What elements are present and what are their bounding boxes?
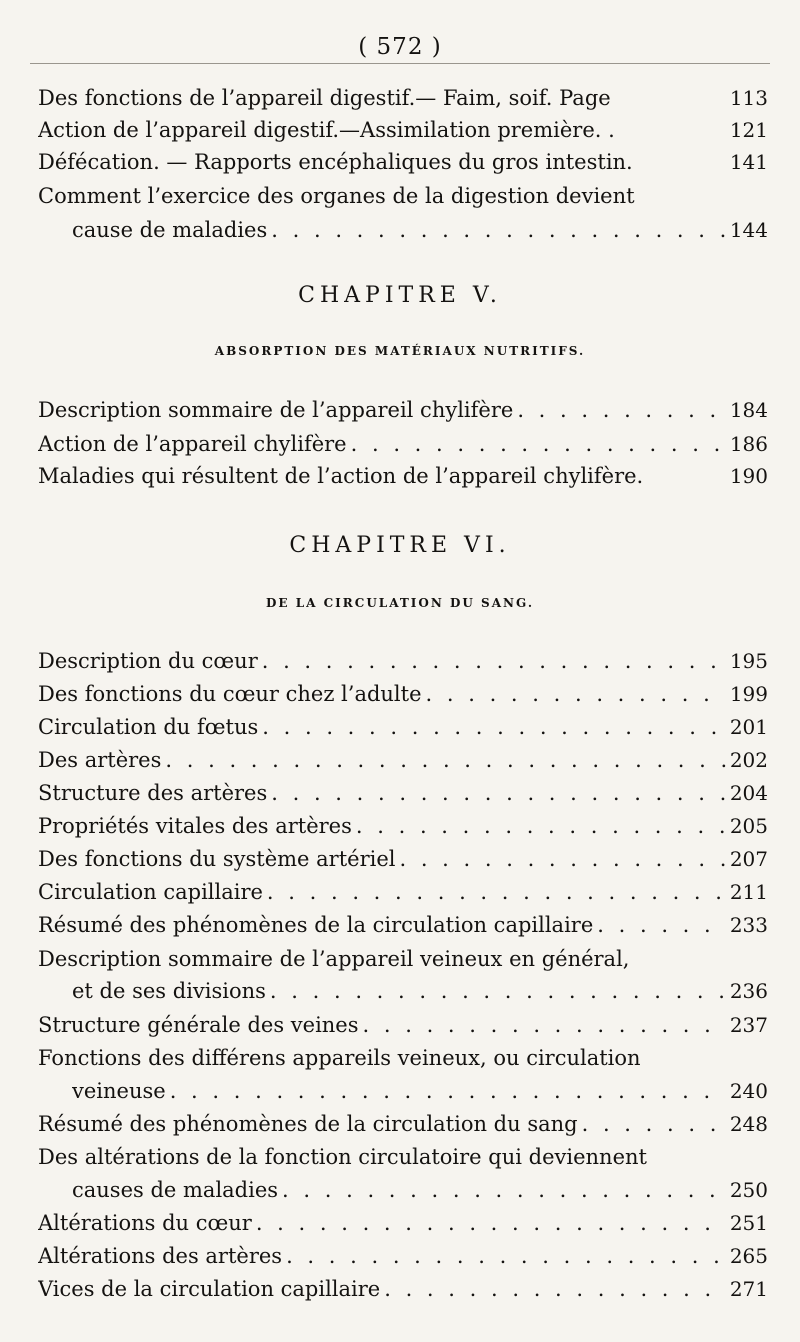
toc-leader	[359, 1009, 726, 1041]
header-rule	[30, 63, 770, 64]
chapter-subtitle: DE LA CIRCULATION DU SANG.	[265, 596, 535, 610]
toc-entry-page: 207	[729, 847, 768, 871]
toc-entry-page: 211	[729, 880, 768, 904]
toc-leader	[513, 394, 726, 426]
toc-entry	[38, 843, 768, 875]
toc-entry-text: causes de maladies	[72, 1178, 279, 1202]
toc-entry	[38, 1141, 768, 1173]
toc-leader	[395, 843, 726, 875]
toc-leader	[422, 678, 726, 710]
toc-entry-text: Altérations du cœur	[38, 1211, 252, 1235]
toc-leader	[166, 1075, 726, 1107]
toc-leader	[347, 428, 726, 460]
toc-leader	[593, 909, 726, 941]
toc-leader	[282, 1240, 726, 1272]
toc-entry-text: Description sommaire de l’appareil chylifère	[38, 398, 514, 422]
toc-entry-page: 121	[729, 118, 768, 142]
toc-entry	[38, 744, 768, 776]
toc-entry-text: Circulation capillaire	[38, 880, 263, 904]
toc-entry-text: Propriétés vitales des artères	[38, 814, 352, 838]
toc-entry	[38, 428, 768, 460]
toc-entry-text: Des artères	[38, 748, 162, 772]
chapter-title: CHAPITRE V.	[298, 283, 502, 308]
toc-entry-text: Des fonctions du système artériel	[38, 847, 396, 871]
toc-entry	[38, 1207, 768, 1239]
toc-entry	[38, 810, 768, 842]
toc-leader	[278, 1174, 726, 1206]
toc-entry-text: cause de maladies	[72, 218, 268, 242]
toc-entry-text: Description du cœur	[38, 649, 258, 673]
toc-entry-text: et de ses divisions	[72, 979, 266, 1003]
toc-entry-text: Structure des artères	[38, 781, 268, 805]
toc-entry-text: Défécation. — Rapports encéphaliques du gros intestin.	[38, 150, 633, 174]
toc-entry-page: 144	[729, 218, 768, 242]
toc-entry-page: 271	[729, 1277, 768, 1301]
toc-entry-text: Résumé des phénomènes de la circulation capillaire	[38, 913, 594, 937]
toc-leader	[267, 214, 726, 246]
toc-leader	[252, 1207, 726, 1239]
chapter-subtitle: ABSORPTION DES MATÉRIAUX NUTRITIFS.	[214, 344, 586, 358]
toc-entry	[38, 1273, 768, 1305]
toc-entry-continuation	[72, 1075, 768, 1107]
toc-entry-page: 236	[729, 979, 768, 1003]
toc-leader	[380, 1273, 726, 1305]
toc-entry-continuation	[72, 214, 768, 246]
toc-entry-page: 190	[729, 464, 768, 488]
toc-leader	[263, 876, 726, 908]
toc-leader	[578, 1108, 726, 1140]
toc-entry-text: Structure générale des veines	[38, 1013, 359, 1037]
toc-entry	[38, 1042, 768, 1074]
toc-entry-page: 184	[729, 398, 768, 422]
toc-entry-text: Altérations des artères	[38, 1244, 283, 1268]
toc-entry	[38, 645, 768, 677]
toc-entry-text: Des altérations de la fonction circulatoire qui deviennent	[38, 1145, 647, 1169]
toc-entry-text: Vices de la circulation capillaire	[38, 1277, 381, 1301]
toc-entry-text: Action de l’appareil digestif.—Assimilation première. .	[38, 118, 615, 142]
toc-entry-page: 201	[729, 715, 768, 739]
toc-entry-page: 202	[729, 748, 768, 772]
toc-entry-page: 265	[729, 1244, 768, 1268]
toc-entry	[38, 777, 768, 809]
toc-entry	[38, 1240, 768, 1272]
toc-entry-page: 240	[729, 1079, 768, 1103]
toc-entry-text: Comment l’exercice des organes de la digestion devient	[38, 184, 635, 208]
toc-entry-text: Des fonctions de l’appareil digestif.— Faim, soif. Page	[38, 86, 611, 110]
toc-entry	[38, 711, 768, 743]
toc-entry	[38, 876, 768, 908]
toc-entry-page: 248	[729, 1112, 768, 1136]
toc-entry-page: 204	[729, 781, 768, 805]
toc-entry-page: 199	[729, 682, 768, 706]
toc-entry	[38, 180, 768, 212]
chapter-title: CHAPITRE VI.	[289, 533, 511, 558]
toc-leader	[352, 810, 726, 842]
toc-entry-page: 205	[729, 814, 768, 838]
toc-entry	[38, 114, 768, 146]
toc-entry	[38, 146, 768, 178]
toc-entry-page: 141	[729, 150, 768, 174]
toc-leader	[258, 645, 726, 677]
toc-entry-page: 251	[729, 1211, 768, 1235]
toc-leader	[161, 744, 726, 776]
toc-entry	[38, 394, 768, 426]
toc-entry	[38, 909, 768, 941]
toc-entry-page: 237	[729, 1013, 768, 1037]
toc-entry-page: 186	[729, 432, 768, 456]
toc-leader	[266, 975, 726, 1007]
toc-entry-continuation	[72, 1174, 768, 1206]
toc-entry-text: Description sommaire de l’appareil veineux en général,	[38, 947, 630, 971]
toc-entry-continuation	[72, 975, 768, 1007]
toc-entry-text: Résumé des phénomènes de la circulation du sang	[38, 1112, 578, 1136]
toc-entry	[38, 1108, 768, 1140]
toc-entry	[38, 943, 768, 975]
toc-entry	[38, 1009, 768, 1041]
toc-entry-page: 250	[729, 1178, 768, 1202]
page-number: ( 572 )	[358, 34, 442, 60]
toc-entry-text: Circulation du fœtus	[38, 715, 259, 739]
toc-leader	[258, 711, 726, 743]
toc-leader	[267, 777, 726, 809]
toc-entry-page: 233	[729, 913, 768, 937]
toc-entry	[38, 82, 768, 114]
toc-entry-text: Maladies qui résultent de l’action de l’appareil chylifère.	[38, 464, 644, 488]
toc-entry	[38, 460, 768, 492]
toc-entry-page: 195	[729, 649, 768, 673]
toc-entry-page: 113	[729, 86, 768, 110]
toc-entry	[38, 678, 768, 710]
toc-entry-text: Action de l’appareil chylifère	[38, 432, 347, 456]
toc-entry-text: Fonctions des différens appareils veineux, ou circulation	[38, 1046, 641, 1070]
toc-entry-text: veineuse	[72, 1079, 166, 1103]
toc-entry-text: Des fonctions du cœur chez l’adulte	[38, 682, 422, 706]
